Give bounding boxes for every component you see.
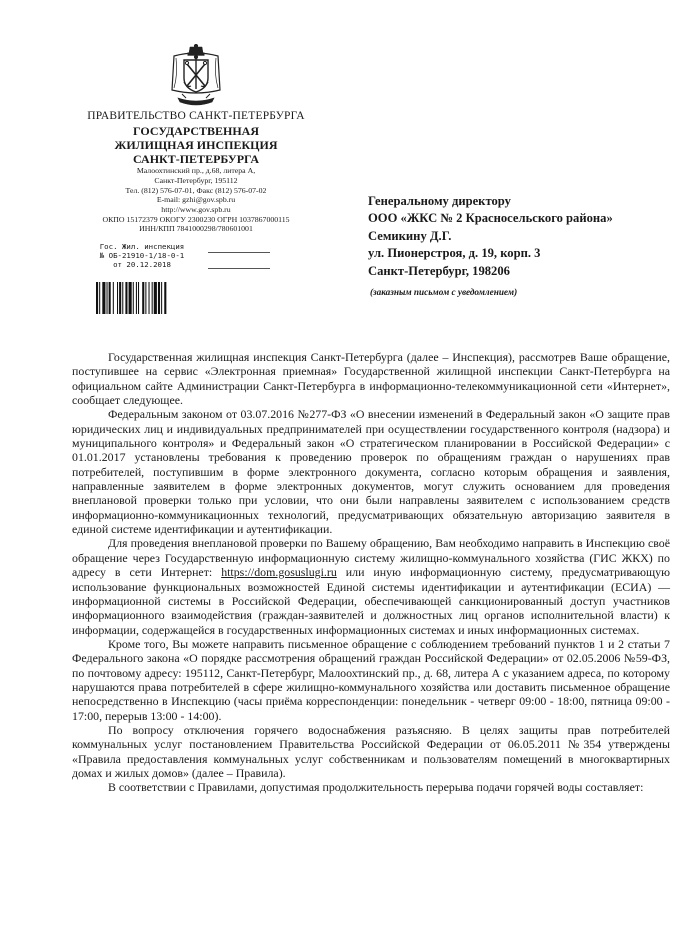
registry-codes: ОКПО 15172379 ОКОГУ 2300230 ОГРН 1037867000115 (102, 214, 290, 224)
stamp-date: от 20.12.2018 (113, 259, 171, 269)
address-line2: Санкт-Петербург, 195112 (154, 175, 238, 185)
inn-kpp: ИНН/КПП 7841000298/780601001 (139, 224, 253, 234)
stamp-line1: Гос. Жил. инспекция (99, 242, 185, 251)
paragraph-3-start: Для проведения внеплановой проверки по Вашему обращению, Вам необходимо направить в Инспекцию своё обращение через Государственную информационную систему жилищно-коммунального хозяйства (ГИС ЖКХ) по адресу в сети Интернет: (72, 536, 670, 580)
addressee-block (368, 193, 688, 280)
addressee-company: ООО «ЖКС № 2 Красносельского района» (368, 211, 613, 226)
paragraph-6: В соответствии с Правилами, допустимая продолжительность перерыва подачи горячей воды составляет: (108, 780, 644, 795)
paragraph-4: Кроме того, Вы можете направить письменное обращение с соблюдением требований пунктов 1 и 2 статьи 7 Федерального закона «О порядке рассмотрения обращений граждан Российской Федерации» от 02.05.2006 №59-ФЗ, по почтовому адресу: 195112, Санкт-Петербург, Малоохтинский пр., д. 68, литера А с указанием адреса, по которому нарушаются права потребителей в сфере жилищно-коммунального хозяйства или доставить письменное обращение непосредственно в Инспекцию (часы приёма корреспонденции: понедельник - четверг 09:00 - 18:00, пятница 09:00 - 17:00, перерыв 13:00 - 14:00). (72, 636, 670, 723)
website: http://www.gov.spb.ru (161, 204, 231, 214)
stamp-number: № ОБ-21910-1/18-0-1 (99, 250, 185, 260)
registration-stamp (92, 243, 192, 270)
addressee-name: Семикину Д.Г. (368, 228, 452, 243)
agency-name-line3: САНКТ-ПЕТЕРБУРГА (132, 151, 260, 166)
addressee-street: ул. Пионерстроя, д. 19, корп. 3 (368, 246, 541, 261)
delivery-method: (заказным письмом с уведомлением) (370, 287, 518, 297)
paragraph-1: Государственная жилищная инспекция Санкт-Петербурга (далее – Инспекция), рассмотрев Ваше обращение, поступившее на сервис «Электронная приемная» Государственной жилищной инспекции Санкт-Петербурга на официальном сайте Администрации Санкт-Петербурга в информационно-телекоммуникационной сети «Интернет», сообщает следующее. (72, 350, 670, 408)
spb-coat-of-arms-icon (168, 44, 224, 110)
gosuslugi-link[interactable]: https://dom.gosuslugi.ru (221, 565, 337, 580)
paragraph-3-end: или иную информационную систему, предусматривающую использование функциональных возможностей Единой системы идентификации и аутентификации (ЕСИА) — информационной системы в Российской Федерации, обеспечивающей санкционированный доступ участников информационного взаимодействия (граждан-заявителей и должностных лиц органов исполнительной власти) к информации, содержащейся в государственных информационных системах и иных информационных системах. (72, 565, 670, 637)
paragraph-3 (72, 536, 670, 636)
blank-line (208, 268, 270, 269)
government-name: ПРАВИТЕЛЬСТВО САНКТ-ПЕТЕРБУРГА (87, 110, 305, 122)
email: E-mail: gzhi@gov.spb.ru (156, 195, 236, 205)
address-line1: Малоохтинский пр., д.68, литера А, (136, 166, 256, 176)
paragraph-5: По вопросу отключения горячего водоснабжения разъясняю. В целях защиты прав потребителей коммунальных услуг постановлением Правительства Российской Федерации от 06.05.2011 №354 утверждены «Правила предоставления коммунальных услуг собственникам и пользователям помещений в многоквартирных домах и жилых домов» (далее – Правила). (72, 722, 670, 780)
barcode-icon (96, 282, 192, 314)
agency-name-line1: ГОСУДАРСТВЕННАЯ (133, 123, 259, 138)
addressee-position: Генеральному директору (368, 194, 511, 208)
addressee-city: Санкт-Петербург, 198206 (368, 263, 510, 278)
paragraph-2: Федеральным законом от 03.07.2016 №277-ФЗ «О внесении изменений в Федеральный закон «О защите прав юридических лиц и индивидуальных предпринимателей при осуществлении государственного контроля (надзора) и муниципального контроля» и Федеральный закон «О стратегическом планировании в Российской Федерации» с 01.01.2017 установлены требования к проведению проверок по обращениям граждан о нарушениях прав потребителей, поступившим в форме электронного документа, согласно которым обращения и заявления, направленные заявителем в форме электронных документов, могут служить основанием для проведения внеплановой проверки только при условии, что они были направлены заявителем с использованием средств информационно-коммуникационных технологий, предусматривающих обязательную авторизацию заявителя в единой системе идентификации и аутентификации. (72, 407, 670, 537)
letter-body (72, 350, 670, 795)
agency-name-line2: ЖИЛИЩНАЯ ИНСПЕКЦИЯ (114, 137, 278, 152)
blank-line (208, 252, 270, 253)
sender-header (58, 110, 334, 234)
phone-fax: Тел. (812) 576-07-01, Факс (812) 576-07-02 (125, 185, 267, 195)
